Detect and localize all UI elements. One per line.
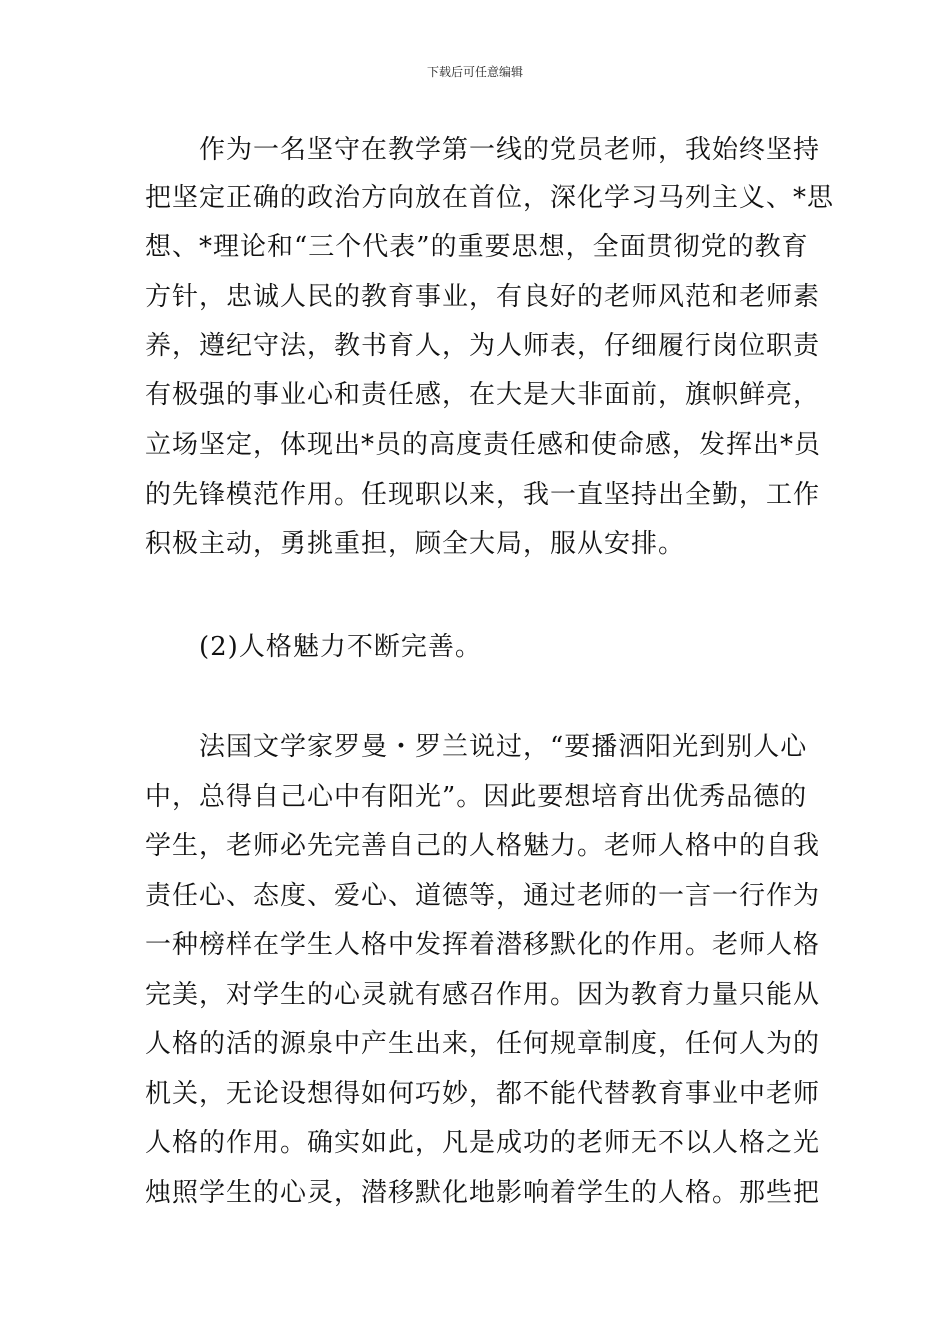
paragraph-1-line-4: 方针，忠诚人民的教育事业，有良好的老师风范和老师素	[145, 282, 821, 312]
paragraph-2-line-4: 责任心、态度、爱心、道德等，通过老师的一言一行作为	[145, 881, 821, 911]
paragraph-1-line-2: 把坚定正确的政治方向放在首位，深化学习马列主义、*思	[145, 183, 835, 213]
paragraph-2-line-9: 人格的作用。确实如此，凡是成功的老师无不以人格之光	[145, 1128, 821, 1158]
paragraph-2-line-1: 法国文学家罗曼・罗兰说过，“要播洒阳光到别人心	[145, 732, 808, 762]
paragraph-2-line-7: 人格的活的源泉中产生出来，任何规章制度，任何人为的	[145, 1029, 821, 1059]
paragraph-2-line-2: 中，总得自己心中有阳光”。因此要想培育出优秀品德的	[145, 782, 808, 812]
paragraph-1-line-8: 的先锋模范作用。任现职以来，我一直坚持出全勤，工作	[145, 480, 821, 510]
paragraph-2-line-6: 完美，对学生的心灵就有感召作用。因为教育力量只能从	[145, 980, 821, 1010]
paragraph-1-line-9: 积极主动，勇挑重担，顾全大局，服从安排。	[145, 529, 686, 559]
paragraph-2-line-3: 学生，老师必先完善自己的人格魅力。老师人格中的自我	[145, 831, 821, 861]
paragraph-2-line-8: 机关，无论设想得如何巧妙，都不能代替教育事业中老师	[145, 1079, 821, 1109]
paragraph-1-line-7: 立场坚定，体现出*员的高度责任感和使命感，发挥出*员	[145, 430, 822, 460]
paragraph-2-line-10: 烛照学生的心灵，潜移默化地影响着学生的人格。那些把	[145, 1178, 821, 1208]
paragraph-1-line-5: 养，遵纪守法，教书育人，为人师表，仔细履行岗位职责	[145, 331, 821, 361]
paragraph-1-line-6: 有极强的事业心和责任感，在大是大非面前，旗帜鲜亮，	[145, 380, 821, 410]
paragraph-1-line-1: 作为一名坚守在教学第一线的党员老师，我始终坚持	[145, 135, 821, 165]
page-header: 下载后可任意编辑	[426, 65, 523, 79]
section-heading: (2)人格魅力不断完善。	[145, 632, 482, 662]
paragraph-2-line-5: 一种榜样在学生人格中发挥着潜移默化的作用。老师人格	[145, 930, 821, 960]
paragraph-1-line-3: 想、*理论和“三个代表”的重要思想，全面贯彻党的教育	[145, 232, 809, 262]
